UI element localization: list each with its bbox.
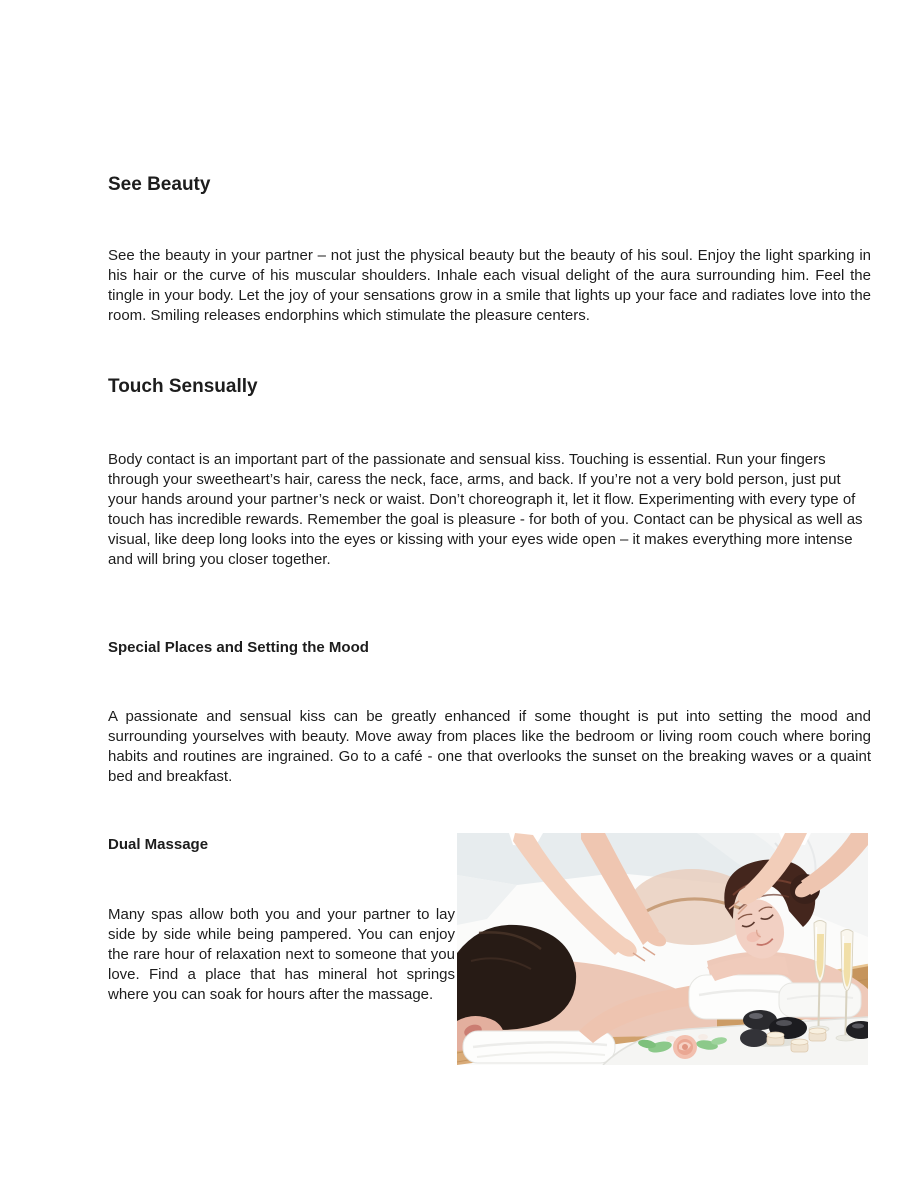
spa-massage-photo <box>457 833 868 1065</box>
paragraph-see-beauty: See the beauty in your partner – not just the physical beauty but the beauty of his soul. Enjoy the light sparking in his hair or the curve of his muscular shoulders. Inhale each visual delight of the aura surrounding him. Feel the tingle in your body. Let the joy of your sensations grow in a smile that lights up your face and radiates love into the room. Smiling releases endorphins which stimulate the pleasure centers. <box>108 247 871 324</box>
heading-touch-sensually: Touch Sensually <box>108 376 258 397</box>
heading-dual-massage: Dual Massage <box>108 836 209 853</box>
paragraph-special-places: A passionate and sensual kiss can be greatly enhanced if some thought is put into setting the mood and surrounding yourselves with beauty. Move away from places like the bedroom or living room couch where boring habits and routines are ingrained. Go to a café - one that overlooks the sunset on the breaking waves or a quaint bed and breakfast. <box>108 708 871 785</box>
paragraph-dual-massage: Many spas allow both you and your partner to lay side by side while being pampered. You can enjoy the rare hour of relaxation next to someone that you love. Find a place that has mineral hot springs where you can soak for hours after the massage. <box>108 906 455 1003</box>
heading-see-beauty: See Beauty <box>108 174 211 195</box>
paragraph-touch-sensually: Body contact is an important part of the passionate and sensual kiss. Touching is essential. Run your fingers through your sweetheart’s hair, caress the neck, face, arms, and back. If you’re not a very bold person, just put your hands around your partner’s neck or waist. Don’t choreograph it, let it flow. Experimenting with every type of touch has incredible rewards. Remember the goal is pleasure - for both of you. Contact can be physical as well as visual, like deep long looks into the eyes or kissing with your eyes wide open – it makes everything more intense and will bring you closer together. <box>108 451 863 568</box>
spa-massage-illustration <box>457 833 868 1065</box>
heading-special-places: Special Places and Setting the Mood <box>108 639 369 656</box>
